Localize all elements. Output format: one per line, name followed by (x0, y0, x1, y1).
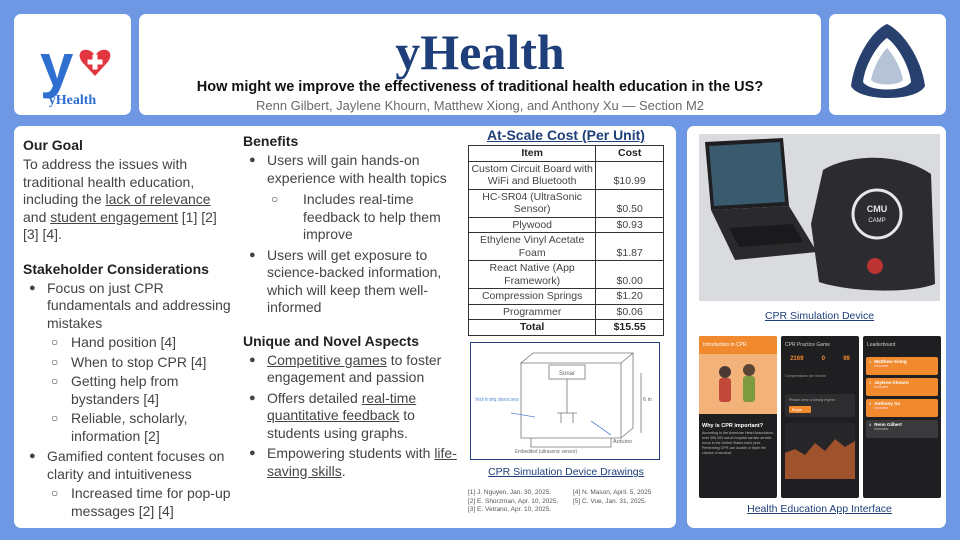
app-screen-intro (699, 336, 777, 498)
stat-value: 2169 (790, 356, 804, 362)
games-link[interactable]: Competitive games (267, 351, 387, 368)
item-cell: React Native (App Framework) (469, 261, 596, 289)
benefits-heading: Benefits (243, 133, 299, 149)
bullet-text: to foster engagement and passion (267, 351, 442, 385)
reference: [2] E. Shorzman, Apr. 10, 2025. (468, 497, 559, 505)
total-label: Total (469, 320, 596, 336)
cost-cell: $1.87 (596, 233, 664, 261)
sketch-label: Arduino (613, 439, 632, 445)
leaderboard-entry (866, 378, 938, 396)
entry-sub: Instructor (874, 427, 889, 431)
research-question: How might we improve the effectiveness of traditional health education in the US? (196, 79, 764, 95)
seal-panel (829, 14, 946, 115)
stakeholder-bullet (23, 448, 235, 520)
stakeholder-heading: Stakeholder Considerations (23, 260, 209, 277)
app-screen-leaderboard (863, 336, 941, 498)
item-cell: Programmer (469, 304, 596, 320)
stat-value: 0 (821, 356, 825, 362)
cost-column-header: Cost (596, 146, 664, 162)
entry-sub: Instructor (874, 406, 889, 410)
item-cell: Plywood (469, 217, 596, 233)
svg-text:CMU: CMU (866, 204, 888, 214)
entry-rank: 2 (869, 380, 872, 385)
relevance-link[interactable]: lack of relevance (105, 191, 211, 207)
entry-sub: Instructor (874, 385, 889, 389)
item-cell: Ethylene Vinyl Acetate Foam (469, 233, 596, 261)
university-seal-icon (829, 14, 946, 115)
benefit-sublist (243, 191, 458, 244)
entry-text (874, 359, 906, 373)
entry-text (874, 401, 900, 415)
stat-value: 99 (843, 356, 850, 362)
benefit-bullet (243, 152, 458, 244)
game-hint: Please keep a steady rhythm (789, 398, 836, 402)
sub-bullet: ○ Hand position [4] (23, 334, 235, 352)
screen-title: Leaderboard (867, 342, 896, 348)
logo-name: yHealth (48, 93, 97, 108)
device-drawing (470, 342, 660, 460)
engagement-link[interactable]: student engagement (50, 208, 178, 225)
sketch-label: Embedded (ultrasonic sensor) (515, 449, 578, 455)
app-caption: Health Education App Interface (747, 503, 892, 515)
table-row (469, 261, 664, 289)
unique-bullet (243, 390, 458, 443)
app-screen-game (781, 336, 859, 498)
game-card (785, 394, 855, 417)
goal-heading: Our Goal (23, 137, 83, 153)
reference: [5] C. Vue, Jan. 31, 2025. (573, 497, 647, 505)
skills-link[interactable]: life-saving skills (267, 445, 457, 479)
feedback-link[interactable]: real-time quantitative feedback (267, 389, 417, 423)
stakeholder-sublist (23, 334, 235, 445)
sketch-label: Vehicle for wiring, ultrasonic sensor (475, 397, 520, 403)
svg-text:CAMP: CAMP (868, 218, 886, 224)
entry-name: Matthew Xiong (874, 359, 907, 364)
benefits-list (243, 152, 458, 317)
bullet-text: Gamified content focuses on clarity and intuitiveness (47, 448, 225, 482)
bullet-text: . (341, 462, 346, 479)
cost-cell: $0.50 (596, 189, 664, 217)
cpr-illustration (699, 354, 777, 414)
item-column-header: Item (469, 146, 596, 162)
stats-row (781, 354, 859, 364)
sketch-label: 6 in (643, 397, 652, 403)
entry-text (874, 422, 902, 436)
unique-list (243, 352, 458, 481)
entry-rank: 1 (869, 359, 872, 364)
table-header-row (469, 146, 664, 162)
poster-title: yHealth (395, 24, 565, 80)
table-row (469, 304, 664, 320)
table-row (469, 233, 664, 261)
device-photo (699, 134, 940, 301)
sub-bullet: ○ Includes real-time feedback to help them improve (243, 191, 458, 244)
item-cell: HC-SR04 (UltraSonic Sensor) (469, 189, 596, 217)
goal-text-part: [1] [2] [3] [4]. (23, 208, 217, 242)
reference: [4] N. Mason, April. 5, 2025 (573, 489, 652, 496)
cost-cell: $0.93 (596, 217, 664, 233)
item-cell: Custom Circuit Board with WiFi and Bluetooth (469, 161, 596, 189)
item-cell: Compression Springs (469, 289, 596, 305)
bullet-text: Empowering students with (267, 445, 435, 461)
goal-text-part: To address the issues with traditional health education, including the (23, 156, 195, 207)
cost-cell: $0.00 (596, 261, 664, 289)
total-row (469, 320, 664, 336)
entry-sub: Instructor (874, 364, 889, 368)
left-column (23, 137, 235, 523)
stakeholder-sublist (23, 485, 235, 520)
references-left (468, 489, 558, 515)
device-caption: CPR Simulation Device (764, 310, 875, 322)
table-row (469, 189, 664, 217)
sketch-label: Sonar (558, 371, 576, 377)
entry-name: Jaylene Khourn (874, 380, 909, 385)
unique-heading: Unique and Novel Aspects (243, 332, 420, 349)
total-value: $15.55 (596, 320, 664, 336)
begin-button[interactable]: Begin (789, 406, 811, 413)
entry-name: Anthony Xu (874, 401, 901, 406)
table-row (469, 289, 664, 305)
goal-text-part: and (23, 208, 51, 225)
references-right (573, 489, 651, 506)
screen-title: CPR Practice Game (785, 342, 831, 348)
leaderboard-entry (866, 357, 938, 375)
drawing-sketch (471, 343, 659, 459)
cost-cell: $0.06 (596, 304, 664, 320)
cost-title: At-Scale Cost (Per Unit) (487, 127, 645, 143)
middle-column (243, 133, 458, 483)
svg-text:y: y (40, 32, 74, 99)
entry-name: Renn Gilbert (874, 422, 902, 427)
bullet-text: to students using graphs. (267, 407, 415, 441)
sub-bullet: ○ Increased time for pop-up messages [2] [4] (23, 485, 235, 520)
entry-rank: 4 (869, 422, 872, 427)
drawings-caption: CPR Simulation Device Drawings (488, 466, 644, 478)
sub-bullet: ○ Reliable, scholarly, information [2] (23, 410, 235, 445)
benefit-bullet: ● Users will get exposure to science-backed information, which will keep them well-informed (243, 247, 458, 317)
leaderboard-entry (866, 399, 938, 417)
game-line: Compressions per minute (785, 374, 826, 378)
compression-graph (785, 423, 855, 479)
screen-body: According to the American Heart Association, over 356,000 out-of-hospital cardiac arrests occur in the United States each year. Performing CPR can double or triple the chance of survival. (702, 431, 774, 455)
unique-bullet (243, 352, 458, 387)
screen-title: Introduction to CPR (699, 336, 777, 354)
cost-table (468, 145, 664, 336)
screen-question: Why is CPR important? (702, 423, 764, 429)
stakeholder-list (23, 280, 235, 521)
bullet-text: Users will gain hands-on experience with health topics (267, 152, 447, 186)
reference: [1] J. Nguyen, Jan. 30, 2025. (468, 489, 552, 496)
stakeholder-bullet (23, 280, 235, 446)
cost-cell: $10.99 (596, 161, 664, 189)
table-row (469, 217, 664, 233)
entry-rank: 3 (869, 401, 872, 406)
sub-bullet: ○ When to stop CPR [4] (23, 354, 235, 372)
logo-panel (14, 14, 131, 115)
bullet-text: Offers detailed (267, 389, 362, 406)
authors-line: Renn Gilbert, Jaylene Khourn, Matthew Xiong, and Anthony Xu — Section M2 (255, 98, 705, 113)
goal-text (23, 156, 235, 244)
bullet-text: Focus on just CPR fundamentals and addressing mistakes (47, 279, 231, 331)
leaderboard-entry (866, 420, 938, 438)
header-panel (139, 14, 821, 115)
reference: [3] E. Vetrano, Apr. 10, 2025. (468, 506, 552, 513)
table-row (469, 161, 664, 189)
cost-cell: $1.20 (596, 289, 664, 305)
entry-text (874, 380, 908, 394)
sub-bullet: ○ Getting help from bystanders [4] (23, 373, 235, 408)
device-photo-image (699, 134, 940, 301)
unique-bullet (243, 445, 458, 480)
